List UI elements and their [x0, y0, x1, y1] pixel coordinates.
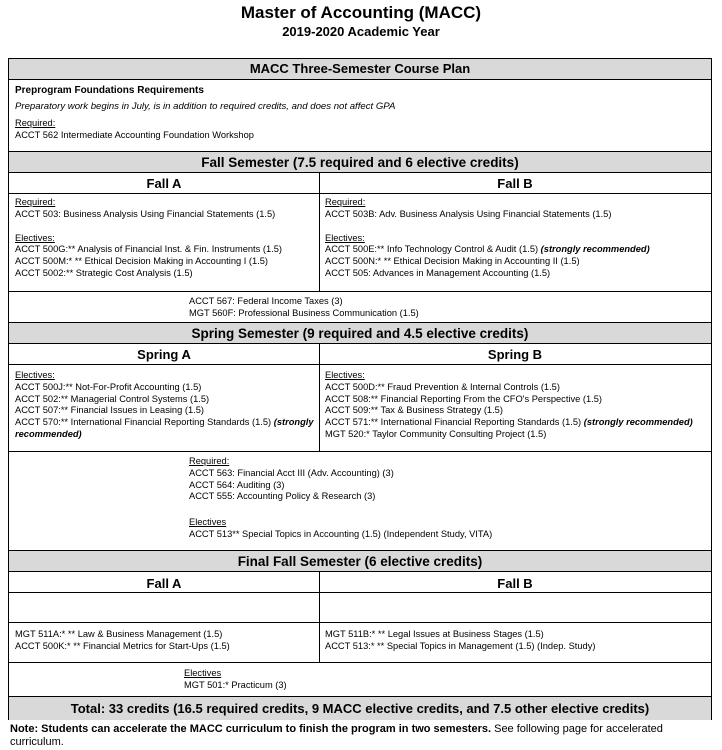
- final-fall-elective-course: MGT 501:* Practicum (3): [184, 679, 287, 690]
- spring-required-label: Required:: [189, 456, 230, 466]
- fall-heading: Fall Semester (7.5 required and 6 elective credits): [9, 151, 711, 173]
- spring-a-electives-label: Electives:: [15, 370, 55, 380]
- spring-a-elective: recommended): [15, 428, 82, 439]
- fall-a-cell: [15, 197, 282, 280]
- spring-b-cell: [325, 370, 693, 441]
- note-rest: See following page for accelerated curriculum.: [10, 723, 663, 748]
- preprogram-required-label: Required:: [15, 118, 56, 128]
- fall-a-required-label: Required:: [15, 197, 56, 207]
- final-fall-a-course: MGT 511A:* ** Law & Business Management (1.5): [15, 629, 223, 639]
- fall-b-elective: ACCT 500E:** Info Technology Control & Audit (1.5) (strongly recommended): [325, 244, 650, 255]
- spring-a-title: Spring A: [137, 347, 191, 362]
- fall-b-title: Fall B: [497, 176, 533, 191]
- spring-b-elective: ACCT 508:** Financial Reporting From the CFO's Perspective (1.5): [325, 393, 602, 404]
- fall-a-electives-label: Electives:: [15, 232, 55, 243]
- spring-required-course: ACCT 555: Accounting Policy & Research (3): [189, 491, 376, 502]
- fall-a-required-item: ACCT 503: Business Analysis Using Financial Statements (1.5): [15, 208, 276, 219]
- final-fall-heading: Final Fall Semester (6 elective credits): [9, 550, 711, 572]
- spring-b-elective: ACCT 500D:** Fraud Prevention & Internal Controls (1.5): [325, 381, 560, 392]
- spring-a-elective: ACCT 502:** Managerial Control Systems (1.5): [15, 393, 210, 404]
- spring-elective-course: ACCT 513** Special Topics in Accounting (1.5) (Independent Study, VITA): [189, 528, 493, 539]
- fall-a-elective: ACCT 500M:* ** Ethical Decision Making in Accounting I (1.5): [15, 256, 269, 267]
- fall-b-elective: ACCT 505: Advances in Management Accounting (1.5): [325, 267, 551, 278]
- spring-required-course: ACCT 563: Financial Acct III (Adv. Accounting) (3): [189, 467, 394, 478]
- fall-b-cell: [325, 197, 650, 280]
- fall-b-required-label: Required:: [325, 197, 366, 207]
- final-fall-a-cell: [15, 629, 230, 653]
- page-subtitle: 2019-2020 Academic Year: [282, 24, 440, 39]
- fall-b-electives-label: Electives:: [325, 232, 365, 243]
- fall-b-elective: ACCT 500N:* ** Ethical Decision Making in Accounting II (1.5): [325, 256, 580, 267]
- page-title: Master of Accounting (MACC): [240, 3, 482, 22]
- spring-a-elective: ACCT 570:** International Financial Reporting Standards (1.5) (strongly: [15, 417, 314, 428]
- spring-a-elective: ACCT 507:** Financial Issues in Leasing (1.5): [15, 405, 204, 416]
- final-fall-a-title: Fall A: [146, 576, 182, 591]
- final-fall-b-title: Fall B: [497, 576, 533, 591]
- fall-shared-course: MGT 560F: Professional Business Communication (1.5): [189, 307, 419, 318]
- spring-heading: Spring Semester (9 required and 4.5 elective credits): [9, 322, 711, 344]
- spring-b-elective: MGT 520:* Taylor Community Consulting Project (1.5): [325, 428, 547, 439]
- final-fall-b-course: ACCT 513:* ** Special Topics in Management (1.5) (Indep. Study): [325, 640, 596, 651]
- spring-shared-courses: [189, 456, 492, 541]
- preprogram-course: ACCT 562 Intermediate Accounting Foundation Workshop: [15, 129, 254, 140]
- fall-shared-courses: [189, 296, 419, 320]
- fall-b-required-item: ACCT 503B: Adv. Business Analysis Using Financial Statements (1.5): [325, 208, 612, 219]
- course-plan-table: [8, 58, 712, 720]
- final-fall-electives-label: Electives: [184, 668, 222, 678]
- final-fall-a-course: ACCT 500K:* ** Financial Metrics for Start-Ups (1.5): [15, 640, 230, 651]
- spring-a-elective: ACCT 500J:** Not-For-Profit Accounting (1.5): [15, 381, 202, 392]
- preprogram-heading: Preprogram Foundations Requirements: [15, 85, 204, 96]
- spring-b-title: Spring B: [487, 347, 543, 362]
- spring-required-course: ACCT 564: Auditing (3): [189, 479, 285, 490]
- fall-a-title: Fall A: [146, 176, 182, 191]
- final-fall-shared-courses: [184, 668, 287, 692]
- spring-b-electives-label: Electives:: [325, 370, 365, 380]
- spring-electives-label: Electives: [189, 517, 227, 528]
- final-fall-b-course: MGT 511B:* ** Legal Issues at Business Stages (1.5): [325, 629, 544, 639]
- fall-a-elective: ACCT 500G:** Analysis of Financial Inst. & Fin. Instruments (1.5): [15, 244, 282, 255]
- note-bold: Note: Students can accelerate the MACC curriculum to finish the program in two semesters.: [10, 723, 492, 735]
- fall-a-elective: ACCT 5002:** Strategic Cost Analysis (1.5): [15, 267, 193, 278]
- spring-b-elective: ACCT 509:** Tax & Business Strategy (1.5): [325, 405, 503, 416]
- total-credits: Total: 33 credits (16.5 required credits, 9 MACC elective credits, and 7.5 other elective credits): [9, 696, 711, 720]
- preprogram-note: Preparatory work begins in July, is in addition to required credits, and does not affect GPA: [15, 101, 396, 112]
- fall-shared-course: ACCT 567: Federal Income Taxes (3): [189, 296, 343, 306]
- acceleration-note: [10, 723, 712, 749]
- final-fall-b-cell: [325, 629, 595, 653]
- preprogram-section: [15, 84, 395, 142]
- spring-b-elective: ACCT 571:** International Financial Reporting Standards (1.5) (strongly recommended): [325, 417, 693, 428]
- spring-a-cell: [15, 370, 314, 441]
- plan-heading: MACC Three-Semester Course Plan: [9, 59, 711, 80]
